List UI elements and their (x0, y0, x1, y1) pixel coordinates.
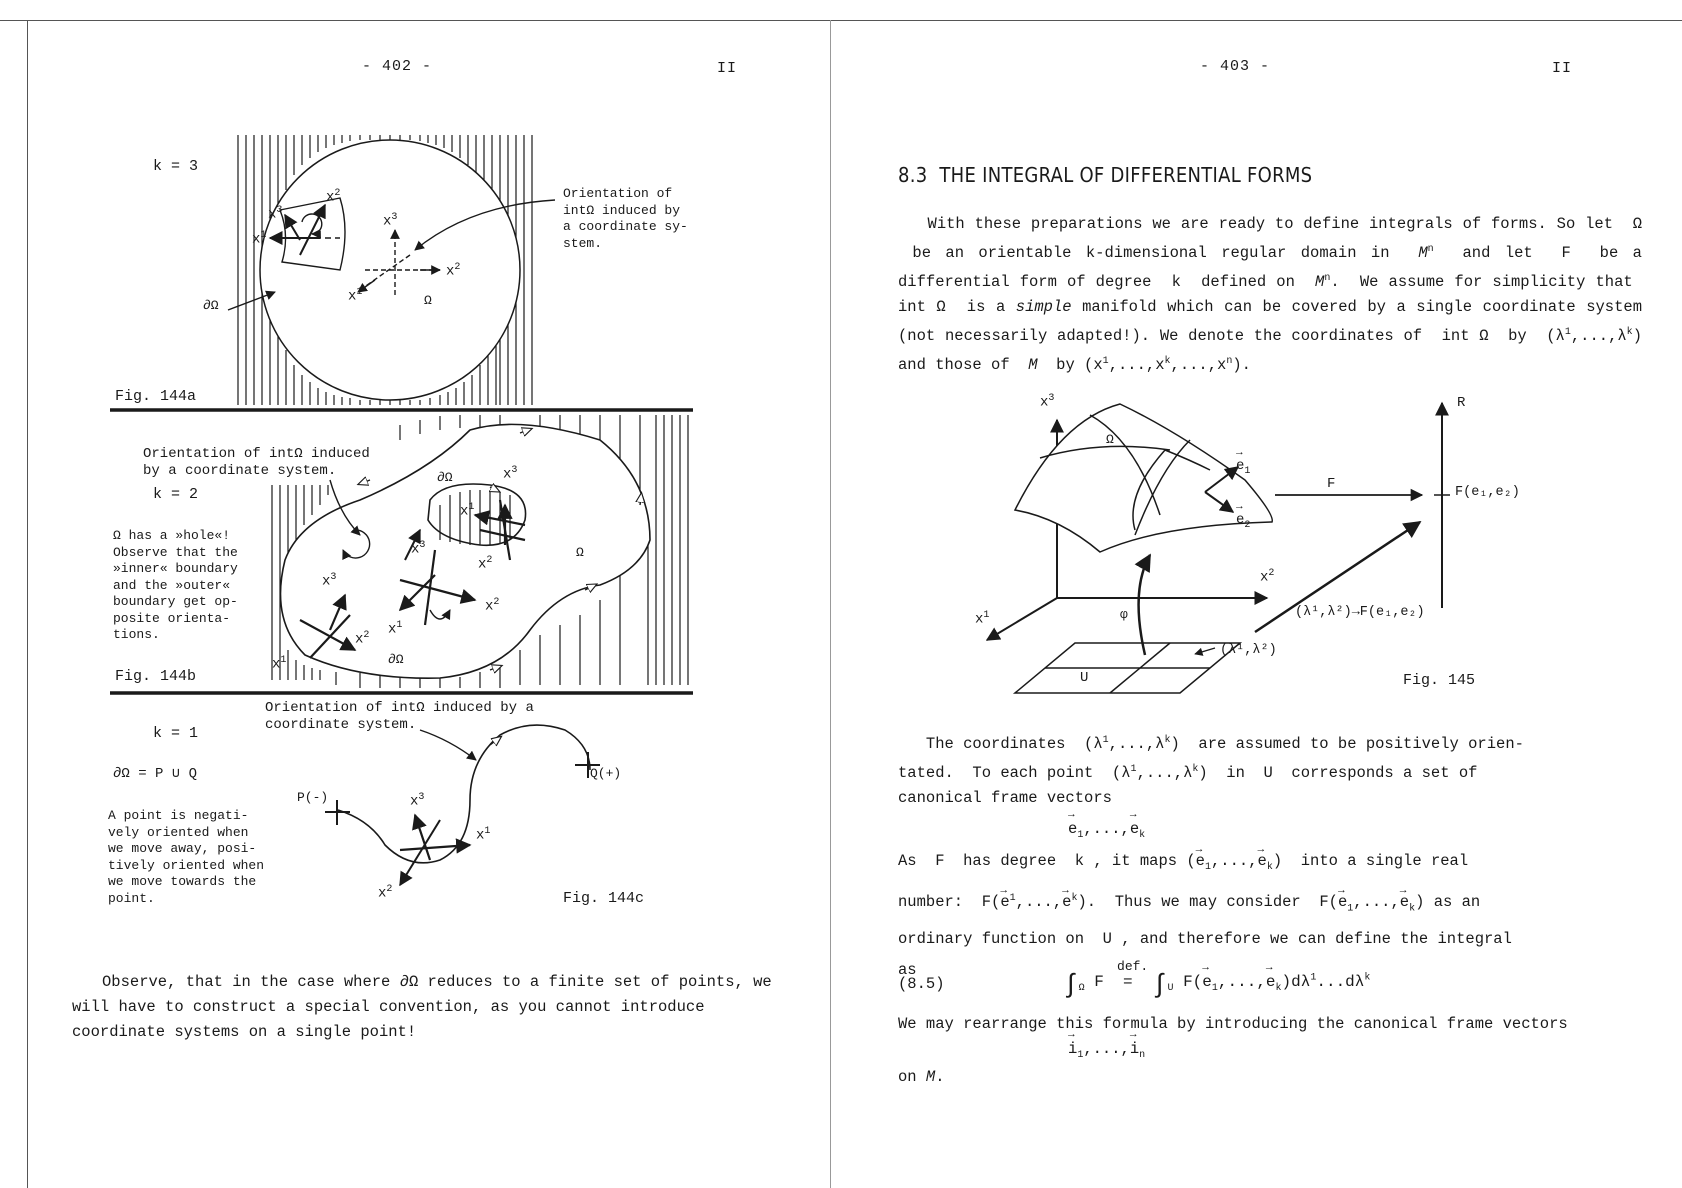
fig-144a-x3: $x^3$ (383, 212, 398, 230)
fig-145-x1: $x^1$ (975, 610, 990, 628)
fig-145-point-label: (λ¹,λ²) (1220, 643, 1277, 658)
fig-144b-note-top: Orientation of intΩ induced by a coordinate system. (143, 446, 370, 479)
rearrange-paragraph: We may rearrange this formula by introducing the canonical frame vectors (898, 1015, 1568, 1033)
fig-144a-x3-patch: $x^3$ (268, 205, 283, 223)
fig-144b-label: Fig. 144b (115, 668, 197, 685)
fig-145-map-label: (λ¹,λ²)→F(e₁,e₂) (1295, 605, 1425, 620)
fig-144b-x2-left: $x^2$ (355, 630, 370, 648)
fig-144b-boundary-inner: ∂Ω (437, 470, 453, 485)
fig-145-omega: Ω (1106, 432, 1114, 447)
right-page (830, 0, 1682, 1188)
fig-145-phi: φ (1120, 607, 1128, 622)
fig-145-e1: → $e_1$ (1236, 458, 1250, 477)
fig-144b-x1-left: $x^1$ (272, 655, 287, 673)
fig-144b-x3-left: $x^3$ (322, 572, 337, 590)
fig-144b-x3-mid: $x^3$ (411, 540, 426, 558)
intro-paragraph: With these preparations we are ready to define integrals of forms. So let Ω be an orientable k-dimensional regular domain in $M^n$ and let F be a differential form of degree k defined on $M^n$. We assume for simplicity that int Ω is a simple manifold which can be covered by a single coordinate system (not necessarily adapted!). We denote the coordinates of int Ω by $(\lambda^1,...,\lambda^k)$ and those of M by $(x^1,...,x^k,...,x^n)$. (898, 215, 1642, 375)
fig-144b-x1-hole: $x^1$ (460, 502, 475, 520)
fig-144b-x3-hole: $x^3$ (503, 465, 518, 483)
fig-144c-x3: $x^3$ (410, 792, 425, 810)
fig-145-R: R (1457, 395, 1466, 411)
frame-vectors: → $e_1,...,\to e_k$ (1068, 820, 1145, 841)
fig-144c-k: k = 1 (153, 725, 199, 742)
fig-144b-omega: Ω (576, 545, 584, 560)
fig-144b-note-hole: Ω has a »hole«! Observe that the »inner« boundary and the »outer« boundary get op- posite orienta- tions. (113, 528, 238, 642)
coordinates-paragraph: The coordinates $(\lambda^1,...,\lambda^k)$ are assumed to be positively orien- tated. To each point $(\lambda^1,...,\lambda^k)$ in U corresponds a set of canonical frame vectors (898, 735, 1524, 808)
fig-144a-k: k = 3 (153, 158, 199, 175)
frame-vectors-i: → $i_1,...,\to i_n$ (1068, 1040, 1145, 1061)
def-label: def. (1117, 959, 1149, 974)
fig-144a-note: Orientation of intΩ induced by a coordinate sy- stem. (563, 186, 688, 251)
fig-144c-p-label: P(-) (297, 790, 329, 805)
equation-8-5: $\int_\Omega$ F def. = $\int_U$ $F(\to e_1,...,\to e_k)d\lambda^1...d\lambda^k$ (1063, 970, 1370, 1000)
fig-145-x2: $x^2$ (1260, 568, 1275, 586)
degree-paragraph: As F has degree k , it maps (→ $e_1,...,\to e_k$) into a single real number: $F(\to e^1,...,\to e^k)$. Thus we may consider $F(\to e_1,...,\to e_k)$ as an ordinary function on U , and therefore we can define the integral as (898, 846, 1642, 986)
fig-144c-note-top: Orientation of intΩ induced by a coordinate system. (265, 700, 534, 733)
part-number: II (1552, 60, 1573, 77)
fig-144c-x2: $x^2$ (378, 884, 393, 902)
fig-144b-x2-hole: $x^2$ (478, 555, 493, 573)
fig-145-F: F (1327, 476, 1336, 492)
fig-145-x3: $x^3$ (1040, 393, 1055, 411)
fig-144b-x2-mid: $x^2$ (485, 597, 500, 615)
fig-144c-x1: $x^1$ (476, 826, 491, 844)
on-M: on M. (898, 1068, 945, 1086)
fig-144b-boundary-outer: ∂Ω (388, 652, 404, 667)
fig-144a-x2-patch: $x^2$ (326, 188, 341, 206)
fig-144b-k: k = 2 (153, 486, 199, 503)
page-number: - 402 - (362, 58, 433, 75)
fig-144a-x2: $x^2$ (446, 262, 461, 280)
fig-144a-omega: Ω (424, 293, 432, 308)
closing-paragraph: Observe, that in the case where ∂Ω reduces to a finite set of points, we will have to construct a special convention, as you cannot introduce coordinate systems on a single point! (72, 973, 772, 1041)
equation-number: (8.5) (898, 975, 945, 993)
section-title: 8.3 THE INTEGRAL OF DIFFERENTIAL FORMS (898, 163, 1313, 187)
fig-145-e2: → $e_2$ (1236, 512, 1250, 531)
fig-145-U: U (1080, 670, 1089, 686)
fig-144c-q-label: Q(+) (590, 766, 622, 781)
fig-144a-x1: $x^1$ (348, 287, 363, 305)
page-number: - 403 - (1200, 58, 1271, 75)
left-page (0, 0, 830, 1188)
fig-145-value-label: F(e₁,e₂) (1455, 485, 1520, 500)
fig-145-diagram (830, 0, 1682, 1188)
fig-144a-boundary: ∂Ω (203, 298, 219, 313)
fig-144c-label: Fig. 144c (563, 890, 645, 907)
fig-144a-label: Fig. 144a (115, 388, 197, 405)
fig-144a-x1-patch: $x^1$ (252, 230, 267, 248)
part-number: II (717, 60, 738, 77)
fig-145-label: Fig. 145 (1403, 672, 1476, 689)
fig-144c-note-point: A point is negati- vely oriented when we move away, posi- tively oriented when we move towards the point. (108, 808, 265, 906)
fig-144c-boundary-eq: ∂Ω = P ∪ Q (113, 766, 198, 782)
fig-144b-x1-mid: $x^1$ (388, 620, 403, 638)
